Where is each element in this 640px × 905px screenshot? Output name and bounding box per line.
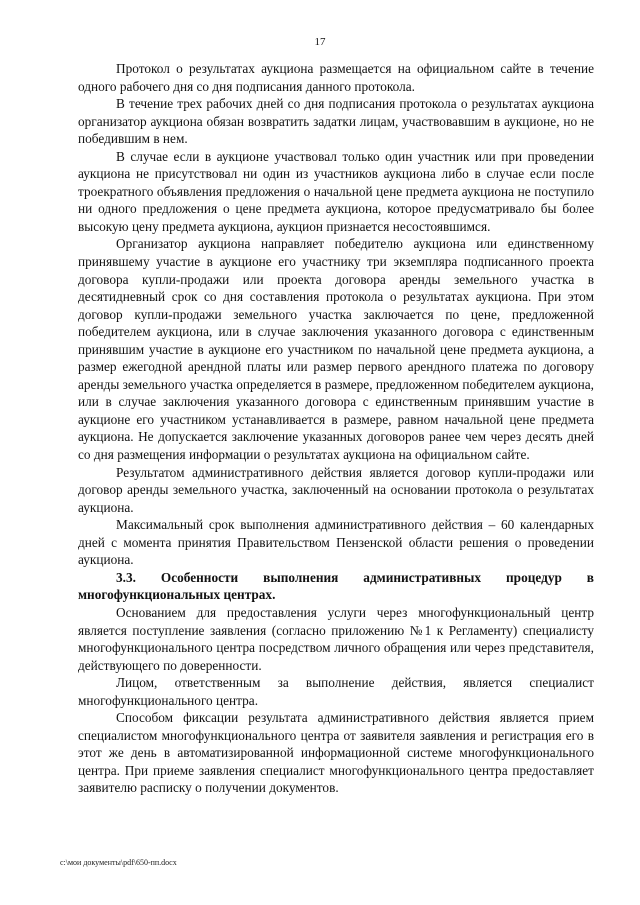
paragraph-deposit-return: В течение трех рабочих дней со дня подписания протокола о результатах аукциона организатор аукциона обязан возвратить задатки лицам, участвовавшим в аукционе, но не победившим в нем. [78,96,594,147]
section-heading: 3.3. Особенности выполнения административных процедур в многофункциональных центрах. [78,569,594,603]
paragraph-protocol-publication: Протокол о результатах аукциона размещается на официальном сайте в течение одного рабочего дня со дня подписания данного протокола. [78,61,594,94]
paragraph-action-result: Результатом административного действия является договор купли-продажи или договор аренды земельного участка, заключенный на основании протокола о результатах аукциона. [78,464,594,515]
paragraph-mfc-responsible: Лицом, ответственным за выполнение действия, является специалист многофункционального центра. [78,675,594,708]
page-number: 17 [314,36,326,48]
paragraph-mfc-fixation: Способом фиксации результата административного действия является прием специалистом многофункционального центра от заявителя заявления и регистрация его в этот же день в автоматизированной информационной системе многофункционального центра. При приеме заявления специалист многофункционального центра предоставляет заявителю расписку о получении документов. [78,710,594,796]
paragraph-mfc-basis: Основанием для предоставления услуги через многофункциональный центр является поступление заявления (согласно приложению №1 к Регламенту) специалисту многофункционального центра посредством личного обращения или через представителя, действующего по доверенности. [78,604,594,673]
paragraph-max-term: Максимальный срок выполнения административного действия – 60 календарных дней с момента принятия Правительством Пензенской области решения о проведении аукциона. [78,517,594,568]
footer-file-path: c:\мои документы\pdf\650-пп.docx [60,858,177,867]
paragraph-contract-sending: Организатор аукциона направляет победителю аукциона или единственному принявшему участие в аукционе его участнику три экземпляра подписанного проекта договора купли-продажи или проекта договора аренды земельного участка в десятидневный срок со дня составления протокола о результатах аукциона. При этом договор купли-продажи земельного участка заключается по цене, предложенной победителем аукциона, или в случае заключения указанного договора с единственным принявшим участие в аукционе его участником по начальной цене предмета аукциона, а размер ежегодной арендной платы или размер первого арендного платежа по договору аренды земельного участка определяется в размере, предложенном победителем аукциона, или в случае заключения указанного договора с единственным принявшим участие в аукционе его участником устанавливается в размере, равном начальной цене предмета аукциона. Не допускается заключение указанных договоров ранее чем через десять дней со дня размещения информации о результатах аукциона на официальном сайте. [78,236,594,463]
document-body [78,60,594,797]
paragraph-auction-failed: В случае если в аукционе участвовал только один участник или при проведении аукциона не присутствовал ни один из участников аукциона либо в случае если после троекратного объявления предложения о начальной цене предмета аукциона не поступило ни одного предложения о цене предмета аукциона, которое предусматривало бы более высокую цену предмета аукциона, аукцион признается несостоявшимся. [78,148,594,234]
